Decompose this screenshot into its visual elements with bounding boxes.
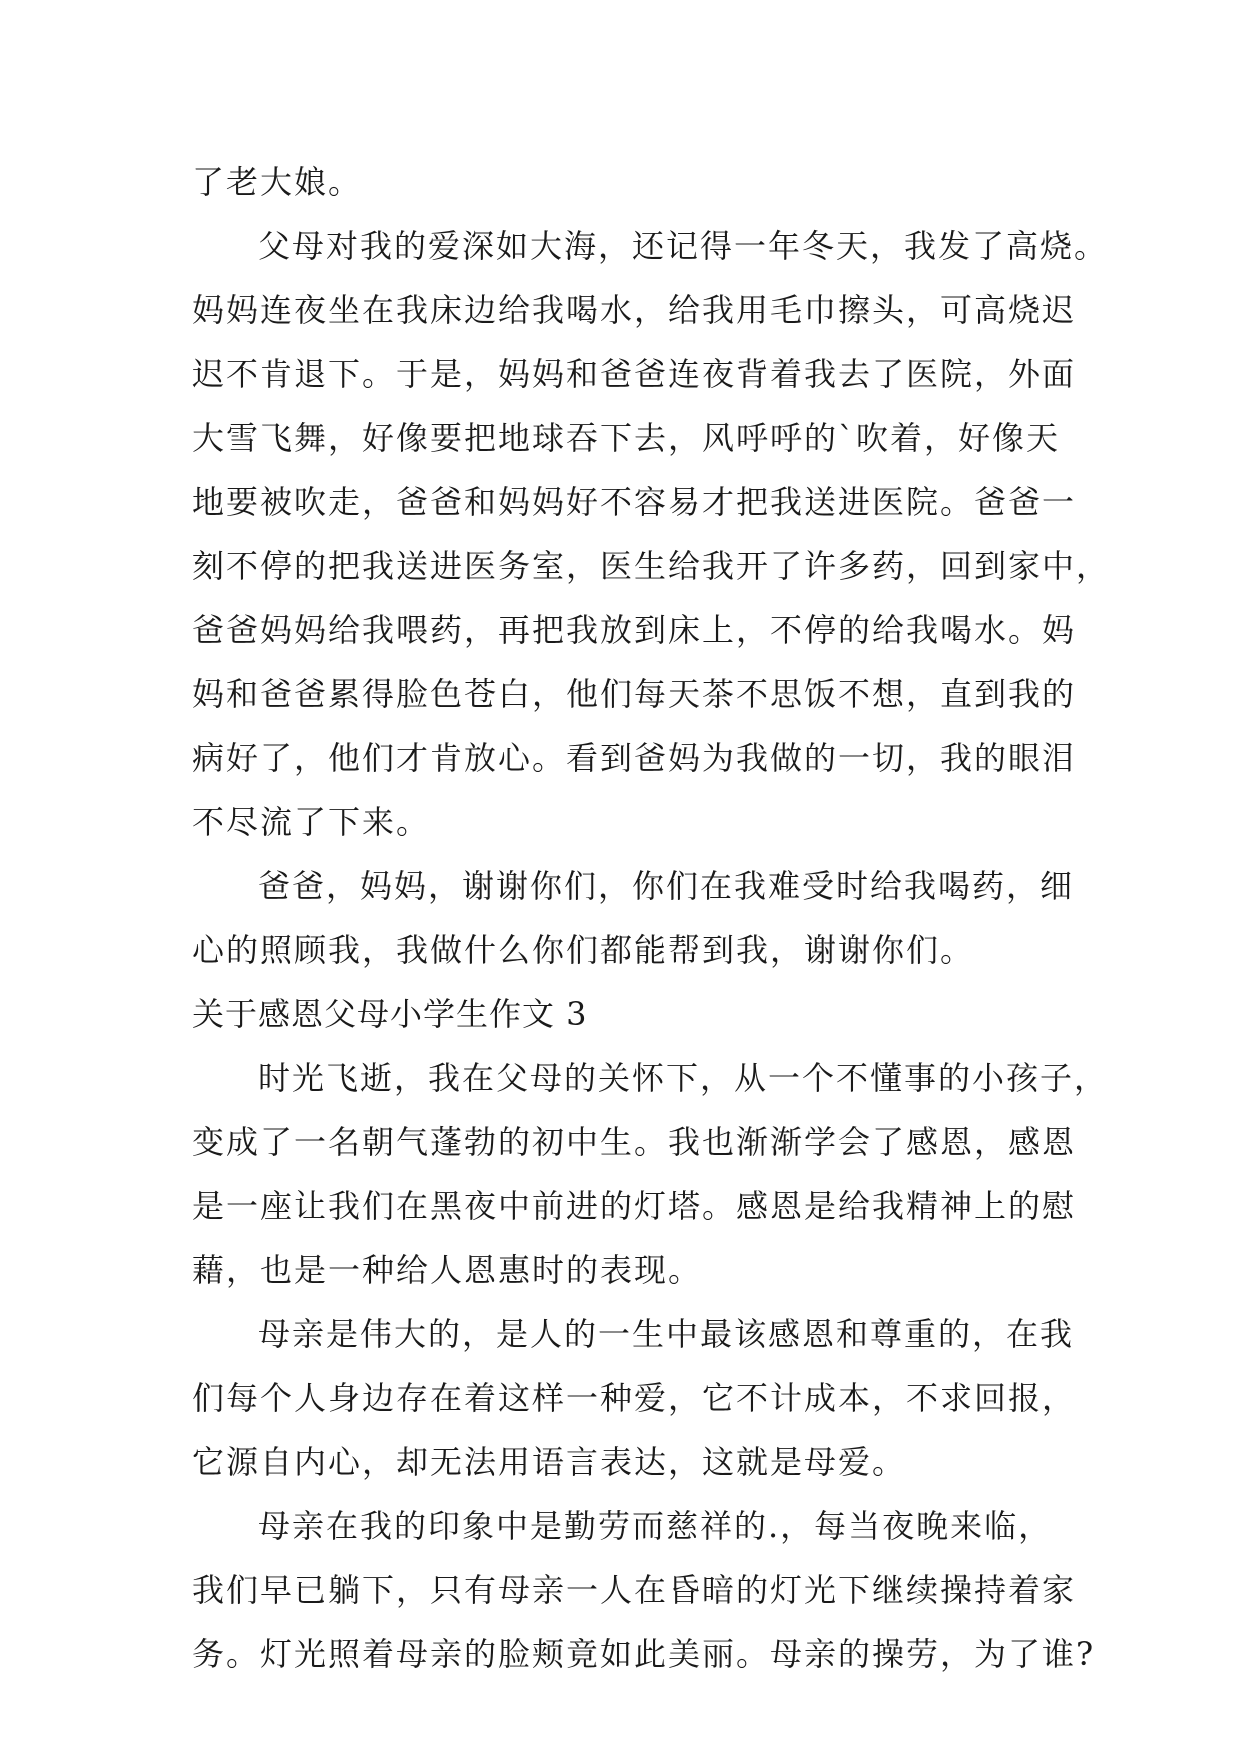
paragraph-line: 地要被吹走，爸爸和妈妈好不容易才把我送进医院。爸爸一 — [192, 483, 1077, 521]
paragraph-line: 务。灯光照着母亲的脸颊竟如此美丽。母亲的操劳，为了谁? — [192, 1635, 1096, 1673]
paragraph-line: 病好了，他们才肯放心。看到爸妈为我做的一切，我的眼泪 — [192, 739, 1077, 777]
paragraph-line: 心的照顾我，我做什么你们都能帮到我，谢谢你们。 — [192, 931, 975, 969]
paragraph-line: 妈和爸爸累得脸色苍白，他们每天茶不思饭不想，直到我的 — [192, 675, 1077, 713]
paragraph-line: 刻不停的把我送进医务室，医生给我开了许多药，回到家中， — [192, 547, 1111, 585]
section-heading: 关于感恩父母小学生作文 3 — [192, 995, 588, 1033]
paragraph-line: 母亲是伟大的，是人的一生中最该感恩和尊重的，在我 — [258, 1315, 1075, 1353]
paragraph-line: 迟不肯退下。于是，妈妈和爸爸连夜背着我去了医院，外面 — [192, 355, 1077, 393]
paragraph-line: 是一座让我们在黑夜中前进的灯塔。感恩是给我精神上的慰 — [192, 1187, 1077, 1225]
paragraph-line: 父母对我的爱深如大海，还记得一年冬天，我发了高烧。 — [258, 227, 1109, 265]
paragraph-line: 们每个人身边存在着这样一种爱，它不计成本，不求回报， — [192, 1379, 1077, 1417]
document-body — [192, 150, 1111, 1686]
paragraph-line: 妈妈连夜坐在我床边给我喝水，给我用毛巾擦头，可高烧迟 — [192, 291, 1077, 329]
paragraph-line: 我们早已躺下，只有母亲一人在昏暗的灯光下继续操持着家 — [192, 1571, 1077, 1609]
paragraph-line: 大雪飞舞，好像要把地球吞下去，风呼呼的`吹着，好像天 — [192, 419, 1061, 457]
paragraph-line: 藉，也是一种给人恩惠时的表现。 — [192, 1251, 703, 1289]
paragraph-line: 不尽流了下来。 — [192, 803, 431, 841]
paragraph-line: 爸爸，妈妈，谢谢你们，你们在我难受时给我喝药，细 — [258, 867, 1075, 905]
paragraph-line: 它源自内心，却无法用语言表达，这就是母爱。 — [192, 1443, 907, 1481]
paragraph-line: 母亲在我的印象中是勤劳而慈祥的.，每当夜晚来临， — [258, 1507, 1053, 1545]
paragraph-line: 时光飞逝，我在父母的关怀下，从一个不懂事的小孩子， — [258, 1059, 1109, 1097]
paragraph-line: 变成了一名朝气蓬勃的初中生。我也渐渐学会了感恩，感恩 — [192, 1123, 1077, 1161]
paragraph-line: 了老大娘。 — [192, 163, 363, 201]
paragraph-line: 爸爸妈妈给我喂药，再把我放到床上，不停的给我喝水。妈 — [192, 611, 1077, 649]
